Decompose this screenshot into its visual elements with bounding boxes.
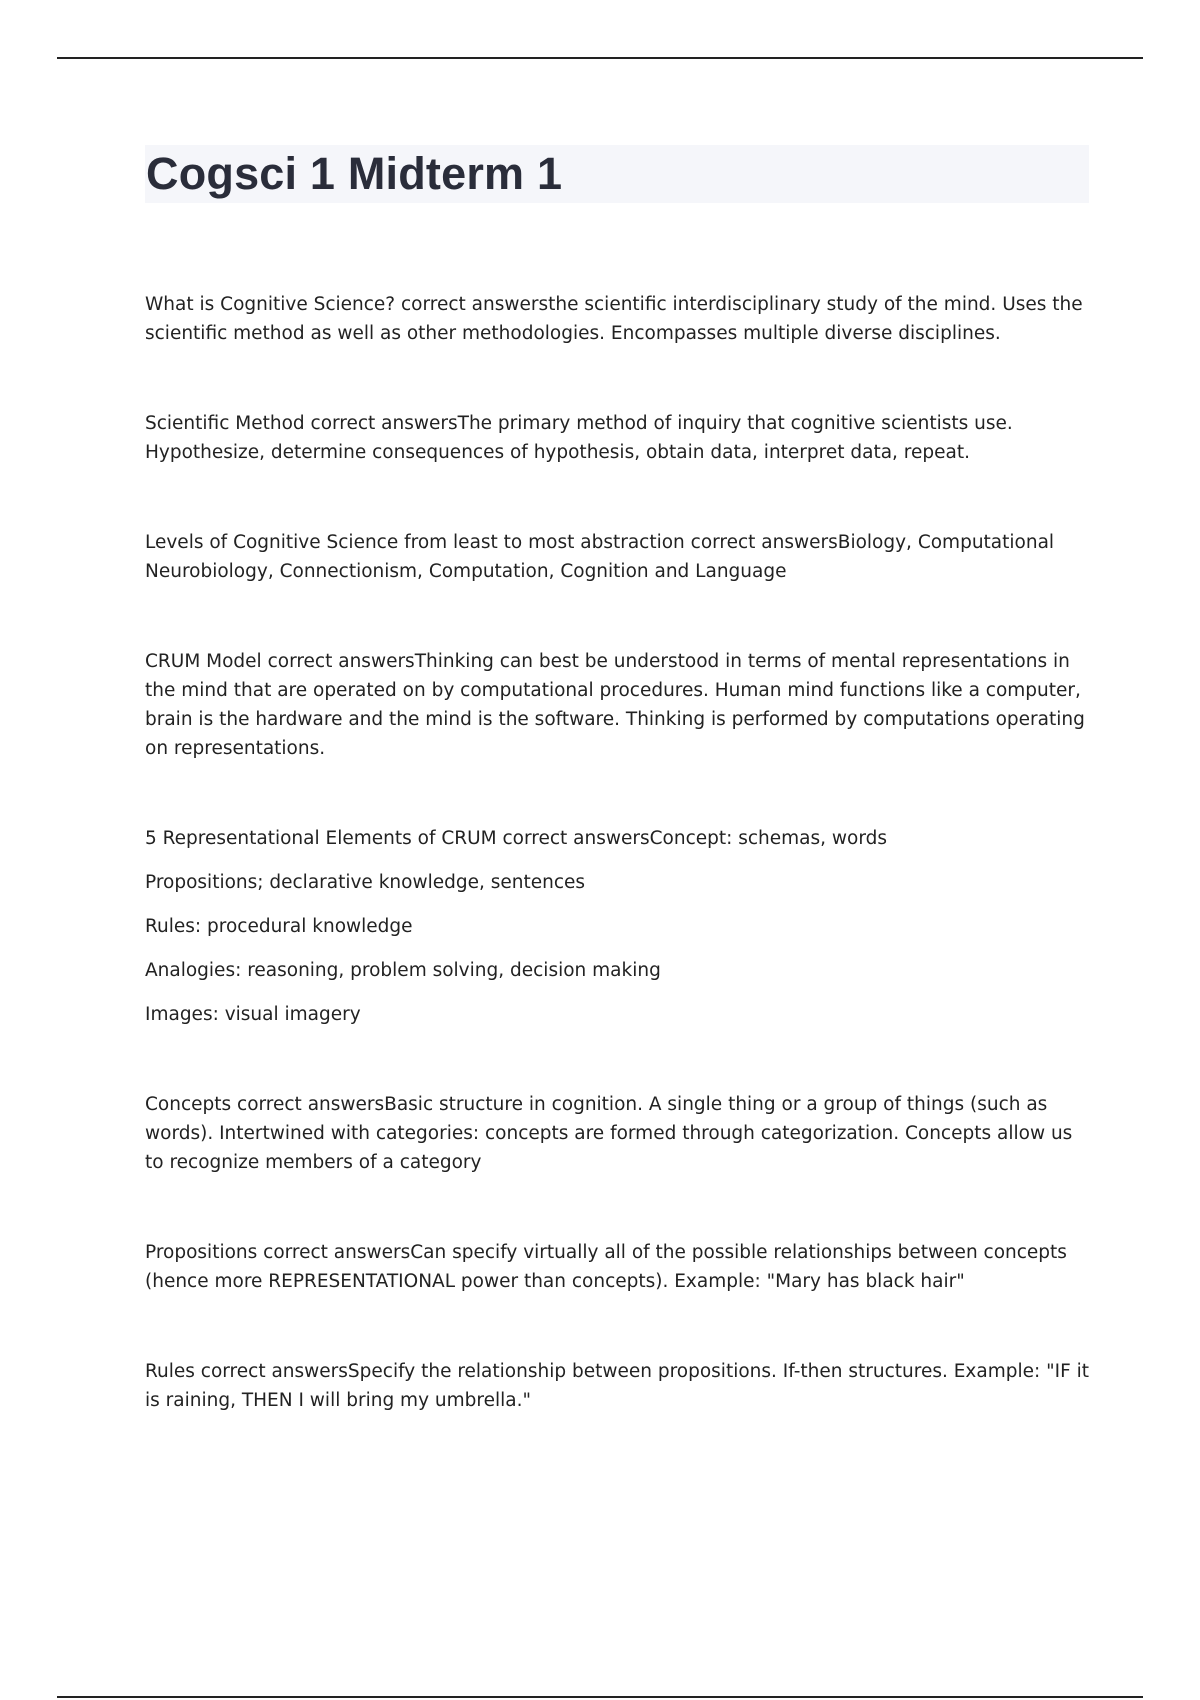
- qa-text: Levels of Cognitive Science from least to most abstraction correct answersBiology, Computational Neurobiology, Connectionism, Computation, Cognition and Language: [145, 532, 1055, 582]
- qa-entry: [145, 647, 1090, 763]
- qa-list-line: Images: visual imagery: [145, 1004, 361, 1025]
- qa-entry: [145, 290, 1090, 348]
- document-body: [145, 290, 1090, 1476]
- qa-list-line: Propositions; declarative knowledge, sentences: [145, 872, 586, 893]
- qa-text: Propositions correct answersCan specify virtually all of the possible relationships between concepts (hence more REPRESENTATIONAL power than concepts). Example: "Mary has black hair": [145, 1242, 1067, 1292]
- qa-entry: [145, 1238, 1090, 1296]
- qa-entry: [145, 409, 1090, 467]
- header-rule: [57, 57, 1143, 59]
- qa-text: Rules correct answersSpecify the relationship between propositions. If-then structures. Example: "IF it is raining, THEN I will bring my umbrella.": [145, 1361, 1089, 1411]
- qa-entry: [145, 1090, 1090, 1177]
- qa-list-line: Analogies: reasoning, problem solving, decision making: [145, 960, 661, 981]
- qa-text: What is Cognitive Science? correct answersthe scientific interdisciplinary study of the mind. Uses the scientific method as well as other methodologies. Encompasses multiple diverse disciplines.: [145, 294, 1083, 344]
- qa-text: 5 Representational Elements of CRUM correct answersConcept: schemas, words: [145, 828, 888, 849]
- qa-entry: [145, 824, 1090, 1029]
- page-title: Cogsci 1 Midterm 1: [146, 148, 563, 199]
- qa-list-line: Rules: procedural knowledge: [145, 916, 413, 937]
- qa-text: CRUM Model correct answersThinking can best be understood in terms of mental representations in the mind that are operated on by computational procedures. Human mind functions like a computer, brain is the hardware and the mind is the software. Thinking is performed by computations operating on representations.: [145, 651, 1085, 759]
- qa-entry: [145, 1357, 1090, 1415]
- qa-text: Scientific Method correct answersThe primary method of inquiry that cognitive scientists use. Hypothesize, determine consequences of hypothesis, obtain data, interpret data, repeat.: [145, 413, 1013, 463]
- qa-text: Concepts correct answersBasic structure in cognition. A single thing or a group of things (such as words). Intertwined with categories: concepts are formed through categorization. Concepts allow us to recognize members of a category: [145, 1094, 1073, 1173]
- footer-rule: [57, 1696, 1143, 1698]
- qa-entry: [145, 528, 1090, 586]
